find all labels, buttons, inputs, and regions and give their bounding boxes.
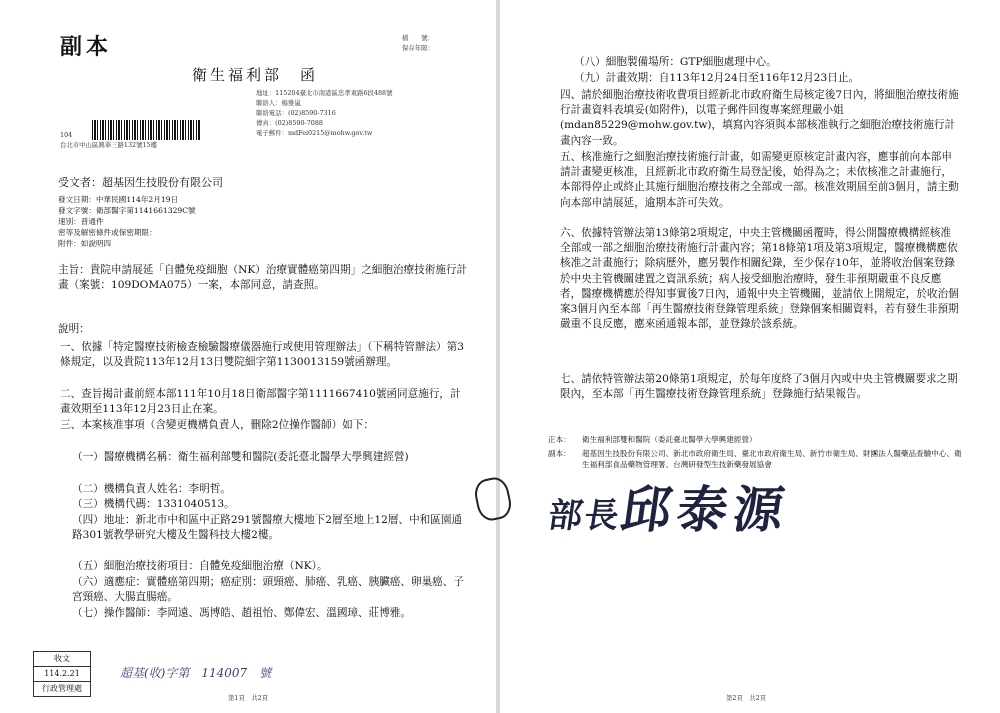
sub-item-8: （八）細胞製備場所：GTP細胞處理中心。 — [574, 56, 777, 68]
sub-item-6: （六）適應症：實體癌第四期；癌症別：頭頸癌、肺癌、乳癌、胰臟癌、卵巢癌、子宮頸癌、大腸直腸癌。 — [72, 576, 464, 604]
sub-item-3: （三）機構代碼：1331040513。 — [72, 498, 235, 510]
sub-item-4: （四）地址：新北市中和區中正路291號醫療大樓地下2層至地上12層、中和區園通路301號教學研究大樓及生醫科技大樓2樓。 — [72, 514, 463, 542]
contact-person: 聯絡人：楊雅嵐 — [256, 99, 301, 107]
item-4: 四、請於細胞治療技術收費項目經新北市政府衛生局核定後7日內，將細胞治療技術施行計畫資料表填妥(如附件)，以電子郵件回復專案經理嚴小姐(mdan85229@mohw.gov.tw)，填寫內容須與本部核准執行之細胞治療技術施行計畫內容一致。 — [560, 89, 959, 147]
secrecy-level: 密等及解密條件或保密期限： — [58, 228, 157, 237]
handwritten-receipt-number: 超基(收)字第 114007 號 — [120, 666, 272, 680]
receipt-stamp-date: 114.2.21 — [34, 667, 90, 682]
receipt-stamp — [33, 651, 91, 697]
item-5: 五、核准施行之細胞治療技術施行計畫，如需變更原核定計畫內容，應事前向本部申請計畫變更核准，且經新北市政府衛生局登記後，始得為之；未依核准之計畫施行，本部得停止或終止其施行細胞治療技術之全部或一部。核准效期屆至前3個月，請主動向本部申請展延，逾期本許可失效。 — [560, 151, 959, 209]
page-footer-1: 第1頁 共2頁 — [228, 694, 269, 702]
item-1: 一、依據「特定醫療技術檢查檢驗醫療儀器施行或使用管理辦法」（下稱特管辦法）第3條規定，以及貴院113年12月13日雙院細字第1130013159號函辦理。 — [60, 341, 464, 369]
copy-recipient-label: 副本： — [548, 449, 571, 458]
sub-item-5: （五）細胞治療技術項目：自體免疫細胞治療（NK）。 — [72, 560, 328, 572]
original-recipient-label: 正本： — [548, 435, 571, 444]
sub-item-9: （九）計畫效期：自113年12月24日至116年12月23日止。 — [574, 72, 860, 84]
signature-title: 部長 — [545, 496, 624, 536]
receipt-stamp-dept: 行政管理處 — [42, 684, 82, 693]
retention-label: 保存年限： — [402, 44, 434, 52]
sub-item-7: （七）操作醫師：李岡遠、馮博皓、趙祖怡、鄭偉宏、溫國璋、莊博雅。 — [72, 607, 411, 619]
document-page-2 — [500, 0, 1000, 713]
item-7: 七、請依特管辦法第20條第1項規定，於每年度終了3個月內或中央主管機關要求之期限內，至本部「再生醫療技術登錄管理系統」登錄施行結果報告。 — [560, 373, 958, 401]
contact-fax: 傳真：(02)8590-7088 — [256, 119, 323, 127]
delivery-speed: 速別：普通件 — [58, 217, 104, 226]
sub-item-1: （一）醫療機構名稱：衛生福利部雙和醫院(委託臺北醫學大學興建經營) — [72, 451, 409, 463]
org-title: 衛生福利部 函 — [192, 66, 319, 84]
postcode: 104 — [60, 131, 73, 139]
item-2: 二、查旨揭計畫前經本部111年10月18日衛部醫字第1111667410號函同意施行，計畫效期至113年12月23日止在案。 — [60, 388, 461, 416]
item-3: 三、本案核准事項（含變更機構負責人，刪除2位操作醫師）如下： — [60, 419, 374, 431]
original-recipient: 衛生福利部雙和醫院（委託臺北醫學大學興建經營） — [582, 435, 757, 444]
barcode — [92, 120, 200, 140]
copy-recipients: 超基因生技股份有限公司、新北市政府衛生局、臺北市政府衛生局、新竹市衛生局、財團法人醫藥品查驗中心、衛生福利部食品藥物管理署、台灣研發型生技新藥發展協會 — [582, 449, 962, 469]
item-6: 六、依據特管辦法第13條第2項規定，中央主管機關函覆時，得公開醫療機構經核准全部或一部之細胞治療技術施行計畫內容；第18條第1項及第3項規定，醫療機構應依核准之計畫施行；除病歷外，應另製作相關紀錄，至少保存10年，並將收治個案登錄於中央主管機關建置之資訊系統；病人接受細胞治療時，發生非預期嚴重不良反應者，醫療機構應於得知事實後7日內，通報中央主管機關，並請依上開規定，於收治個案3個月內至本部「再生醫療技術登錄管理系統」登錄個案相關資料，若有發生非預期嚴重不良反應，應來函通報本部，並登錄於該系統。 — [560, 227, 959, 331]
minister-signature — [545, 470, 795, 542]
document-number: 發文字號：衛部醫字第1141661329C號 — [58, 206, 196, 215]
signature-name: 邱泰源 — [617, 480, 794, 539]
explain-label: 說明： — [58, 323, 90, 335]
page-footer-2: 第2頁 共2頁 — [726, 694, 767, 702]
copy-mark: 副本 — [60, 34, 113, 60]
contact-email: 電子郵件：mdFei0215@mohw.gov.tw — [256, 129, 373, 137]
sender-address: 地址：115204臺北市南港區忠孝東路6段488號 — [256, 89, 393, 97]
archive-label: 檔 號： — [402, 34, 434, 42]
receipt-stamp-title: 收文 — [34, 652, 90, 667]
attachment-note: 附件：如說明四 — [58, 239, 112, 248]
contact-phone: 聯絡電話：(02)8590-7316 — [256, 109, 336, 117]
subject: 主旨：貴院申請展延「自體免疫細胞（NK）治療實體癌第四期」之細胞治療技術施行計畫（案號：109DOMA075）一案，本部同意，請查照。 — [58, 264, 468, 292]
recipient: 受文者：超基因生技股份有限公司 — [58, 176, 223, 189]
sub-item-2: （二）機構負責人姓名：李明哲。 — [72, 483, 231, 495]
document-page-1 — [0, 0, 496, 713]
recipient-address: 台北市中山區興華三路132號15樓 — [60, 141, 158, 149]
issue-date: 發文日期：中華民國114年2月19日 — [58, 195, 179, 204]
